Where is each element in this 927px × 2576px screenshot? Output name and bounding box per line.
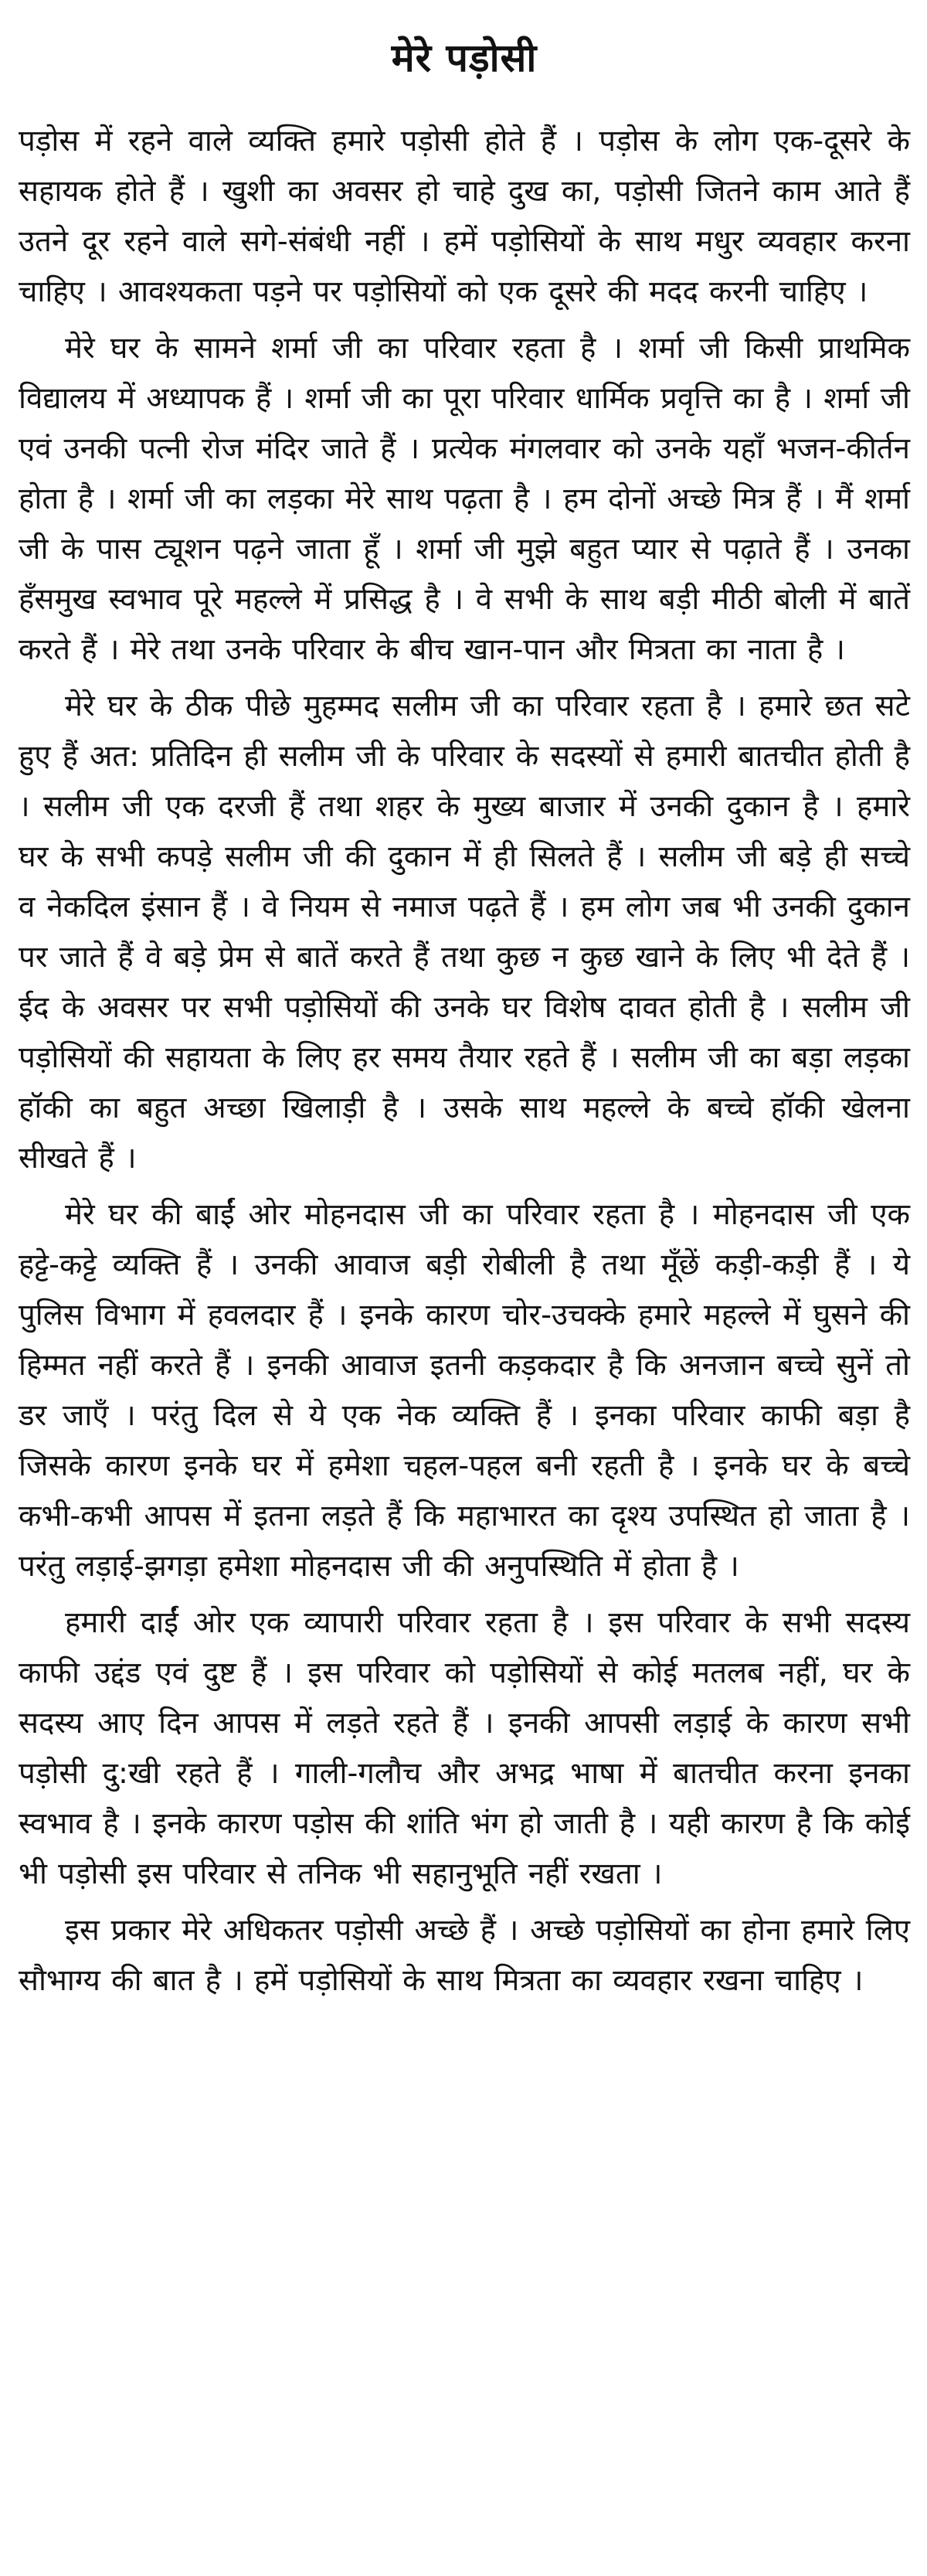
paragraph-mohandas: मेरे घर की बाईं ओर मोहनदास जी का परिवार रहता है । मोहनदास जी एक हट्टे-कट्टे व्यक्ति हैं । उनकी आवाज बड़ी रोबीली है तथा मूँछें कड़ी-कड़ी हैं । ये पुलिस विभाग में हवलदार हैं । इनके कारण चोर-उचक्के हमारे महल्ले में घुसने की हिम्मत नहीं करते हैं । इनकी आवाज इतनी कड़कदार है कि अनजान बच्चे सुनें तो डर जाएँ । परंतु दिल से ये एक नेक व्यक्ति हैं । इनका परिवार काफी बड़ा है जिसके कारण इनके घर में हमेशा चहल-पहल बनी रहती है । इनके घर के बच्चे कभी-कभी आपस में इतना लड़ते हैं कि महाभारत का दृश्य उपस्थित हो जाता है । परंतु लड़ाई-झगड़ा हमेशा मोहनदास जी की अनुपस्थिति में होता है । [19,1197,910,1584]
essay-title: मेरे पड़ोसी [391,35,538,80]
paragraph-conclusion: इस प्रकार मेरे अधिकतर पड़ोसी अच्छे हैं । अच्छे पड़ोसियों का होना हमारे लिए सौभाग्य की बात है । हमें पड़ोसियों के साथ मित्रता का व्यवहार रखना चाहिए । [19,1913,910,1998]
paragraph-intro: पड़ोस में रहने वाले व्यक्ति हमारे पड़ोसी होते हैं । पड़ोस के लोग एक-दूसरे के सहायक होते हैं । खुशी का अवसर हो चाहे दुख का, पड़ोसी जितने काम आते हैं उतने दूर रहने वाले सगे-संबंधी नहीं । हमें पड़ोसियों के साथ मधुर व्यवहार करना चाहिए । आवश्यकता पड़ने पर पड़ोसियों को एक दूसरे की मदद करनी चाहिए । [19,124,910,309]
paragraph-sharma: मेरे घर के सामने शर्मा जी का परिवार रहता है । शर्मा जी किसी प्राथमिक विद्यालय में अध्यापक हैं । शर्मा जी का पूरा परिवार धार्मिक प्रवृत्ति का है । शर्मा जी एवं उनकी पत्नी रोज मंदिर जाते हैं । प्रत्येक मंगलवार को उनके यहाँ भजन-कीर्तन होता है । शर्मा जी का लड़का मेरे साथ पढ़ता है । हम दोनों अच्छे मित्र हैं । मैं शर्मा जी के पास ट्यूशन पढ़ने जाता हूँ । शर्मा जी मुझे बहुत प्यार से पढ़ाते हैं । उनका हँसमुख स्वभाव पूरे महल्ले में प्रसिद्ध है । वे सभी के साथ बड़ी मीठी बोली में बातें करते हैं । मेरे तथा उनके परिवार के बीच खान-पान और मित्रता का नाता है । [19,331,910,667]
paragraph-vyapari: हमारी दाईं ओर एक व्यापारी परिवार रहता है । इस परिवार के सभी सदस्य काफी उद्दंड एवं दुष्ट हैं । इस परिवार को पड़ोसियों से कोई मतलब नहीं, घर के सदस्य आए दिन आपस में लड़ते रहते हैं । इनकी आपसी लड़ाई के कारण सभी पड़ोसी दु:खी रहते हैं । गाली-गलौच और अभद्र भाषा में बातचीत करना इनका स्वभाव है । इनके कारण पड़ोस की शांति भंग हो जाती है । यही कारण है कि कोई भी पड़ोसी इस परिवार से तनिक भी सहानुभूति नहीं रखता । [19,1605,910,1891]
paragraph-salim: मेरे घर के ठीक पीछे मुहम्मद सलीम जी का परिवार रहता है । हमारे छत सटे हुए हैं अत: प्रतिदिन ही सलीम जी के परिवार के सदस्यों से हमारी बातचीत होती है । सलीम जी एक दरजी हैं तथा शहर के मुख्य बाजार में उनकी दुकान है । हमारे घर के सभी कपड़े सलीम जी की दुकान में ही सिलते हैं । सलीम जी बड़े ही सच्चे व नेकदिल इंसान हैं । वे नियम से नमाज पढ़ते हैं । हम लोग जब भी उनकी दुकान पर जाते हैं वे बड़े प्रेम से बातें करते हैं तथा कुछ न कुछ खाने के लिए भी देते हैं । ईद के अवसर पर सभी पड़ोसियों की उनके घर विशेष दावत होती है । सलीम जी पड़ोसियों की सहायता के लिए हर समय तैयार रहते हैं । सलीम जी का बड़ा लड़का हॉकी का बहुत अच्छा खिलाड़ी है । उसके साथ महल्ले के बच्चे हॉकी खेलना सीखते हैं । [19,689,911,1176]
